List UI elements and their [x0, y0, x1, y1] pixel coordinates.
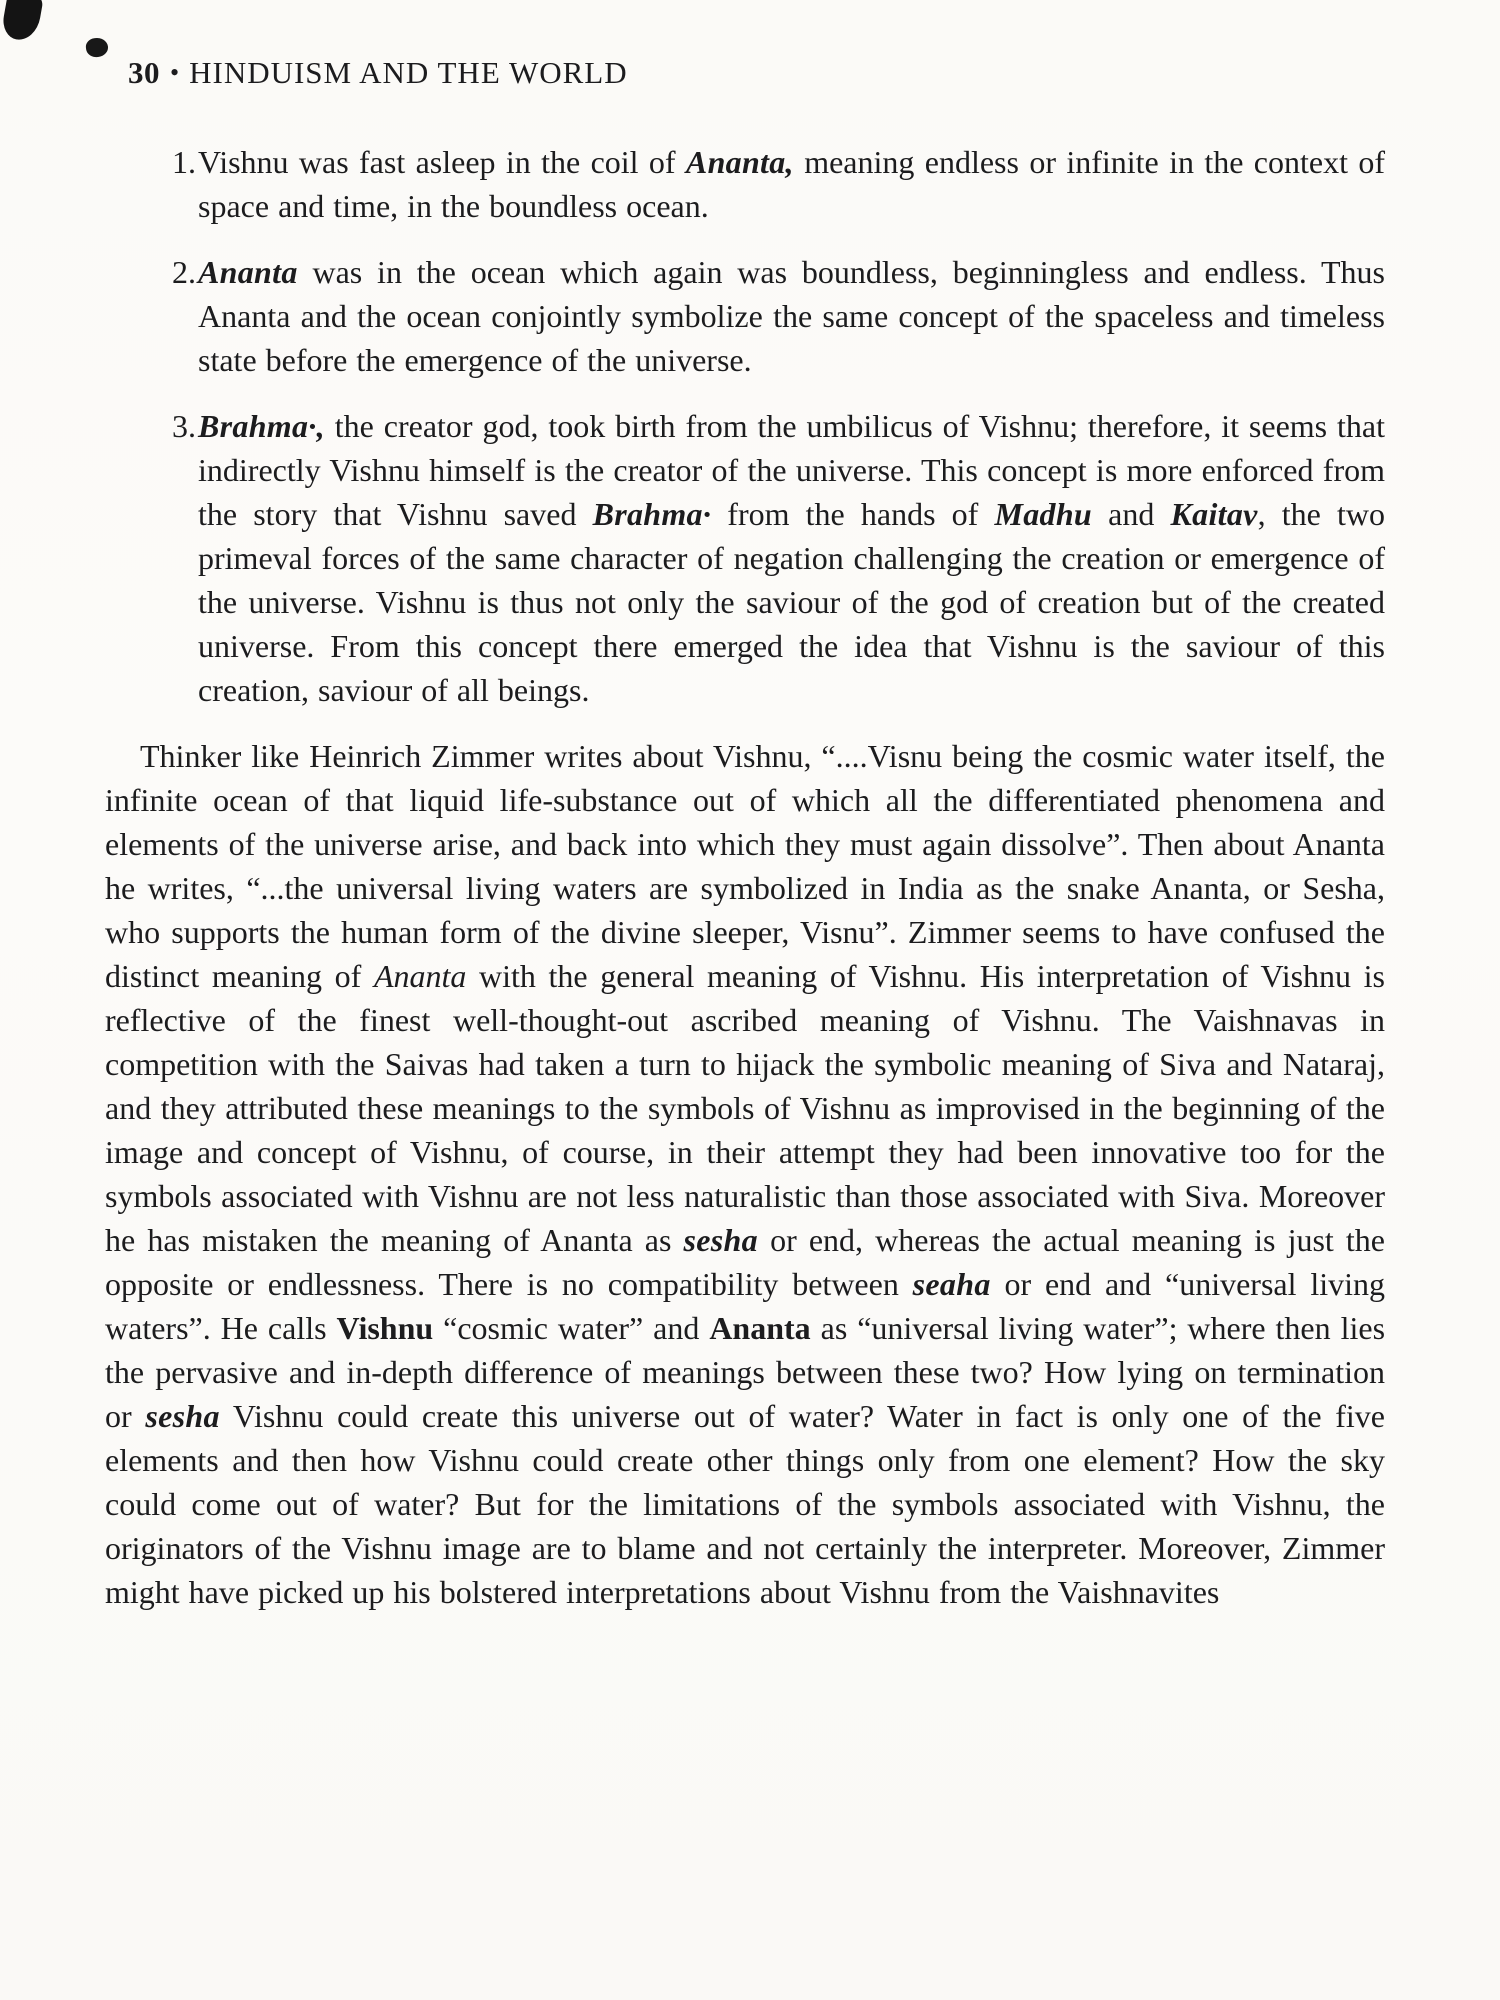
- emphasized-text-run: seaha: [912, 1266, 991, 1302]
- text-run: or end and “universal living waters”. He calls: [105, 1266, 1386, 1346]
- list-item-number: 1.: [172, 144, 196, 180]
- page-header: [128, 52, 1385, 94]
- list-item: [172, 250, 1385, 382]
- ink-blot-artifact-small: [85, 37, 109, 59]
- emphasized-text-run: Ananta: [198, 254, 298, 290]
- text-run: Thinker like Heinrich Zimmer writes about Vishnu, “....Visnu being the cosmic water itself, the infinite ocean of that liquid life-substance out of which all the differentiated phenomena and elements of the universe arise, and back into which they must again dissolve”. Then about Ananta he writes, “...the universal living waters are symbolized in India as the snake Ananta, or Sesha, who supports the human form of the divine sleeper, Visnu”. Zimmer seems to have confused the distinct meaning of: [105, 738, 1385, 994]
- text-run: and: [1092, 496, 1171, 532]
- list-item: [172, 404, 1385, 712]
- ink-blot-artifact: [0, 0, 43, 43]
- text-run: , the two primeval forces of the same character of negation challenging the creation or emergence of the universe. Vishnu is thus not only the saviour of the god of creation but of the created universe. From this concept there emerged the idea that Vishnu is the saviour of this creation, saviour of all beings.: [198, 496, 1386, 708]
- list-item-text: [198, 144, 1385, 224]
- emphasized-text-run: Vishnu: [336, 1310, 434, 1346]
- list-item-text: [198, 408, 1385, 708]
- emphasized-text-run: Ananta,: [685, 144, 794, 180]
- emphasized-text-run: Ananta: [373, 958, 467, 994]
- text-run: Vishnu could create this universe out of water? Water in fact is only one of the five elements and then how Vishnu could create other things only from one element? How the sky could come out of water? But for the limitations of the symbols associated with Vishnu, the originators of the Vishnu image are to blame and not certainly the interpreter. Moreover, Zimmer might have picked up his bolstered interpretations about Vishnu from the Vaishnavites: [105, 1398, 1386, 1610]
- header-separator-bullet: •: [170, 58, 180, 87]
- text-run: from the hands of: [711, 496, 995, 532]
- emphasized-text-run: Madhu: [994, 496, 1093, 532]
- list-item-number: 3.: [172, 408, 196, 444]
- emphasized-text-run: Kaitav: [1170, 496, 1258, 532]
- list-item-number: 2.: [172, 254, 196, 290]
- text-run: with the general meaning of Vishnu. His interpretation of Vishnu is reflective of the finest well-thought-out ascribed meaning of Vishnu. The Vaishnavas in competition with the Saivas had taken a turn to hijack the symbolic meaning of Siva and Nataraj, and they attributed these meanings to the symbols of Vishnu as improvised in the beginning of the image and concept of Vishnu, of course, in their attempt they had been innovative too for the symbols associated with Vishnu are not less naturalistic than those associated with Siva. Moreover he has mistaken the meaning of Ananta as: [105, 958, 1386, 1258]
- page-number: 30: [128, 55, 160, 90]
- numbered-list: [105, 140, 1385, 712]
- emphasized-text-run: Brahma·: [592, 496, 712, 532]
- emphasized-text-run: sesha: [145, 1398, 220, 1434]
- text-run: as “universal living water”; where then lies the pervasive and in-depth difference of meanings between these two? How lying on termination or: [105, 1310, 1386, 1434]
- list-item-text: [198, 254, 1385, 378]
- text-run: was in the ocean which again was boundless, beginningless and endless. Thus Ananta and the ocean conjointly symbolize the same concept of the spaceless and timeless state before the emergence of the universe.: [198, 254, 1385, 378]
- emphasized-text-run: sesha: [683, 1222, 758, 1258]
- list-item: [172, 140, 1385, 228]
- emphasized-text-run: Brahma·,: [198, 408, 325, 444]
- text-run: Vishnu was fast asleep in the coil of: [198, 144, 686, 180]
- running-head-title: HINDUISM AND THE WORLD: [189, 55, 628, 90]
- text-run: “cosmic water” and: [433, 1310, 710, 1346]
- text-run: the creator god, took birth from the umbilicus of Vishnu; therefore, it seems that indirectly Vishnu himself is the creator of the universe. This concept is more enforced from the story that Vishnu saved: [198, 408, 1385, 532]
- body-paragraph: [105, 734, 1385, 1614]
- emphasized-text-run: Ananta: [709, 1310, 811, 1346]
- text-run: or end, whereas the actual meaning is just the opposite or endlessness. There is no compatibility between: [105, 1222, 1386, 1302]
- text-run: meaning endless or infinite in the context of space and time, in the boundless ocean.: [198, 144, 1385, 224]
